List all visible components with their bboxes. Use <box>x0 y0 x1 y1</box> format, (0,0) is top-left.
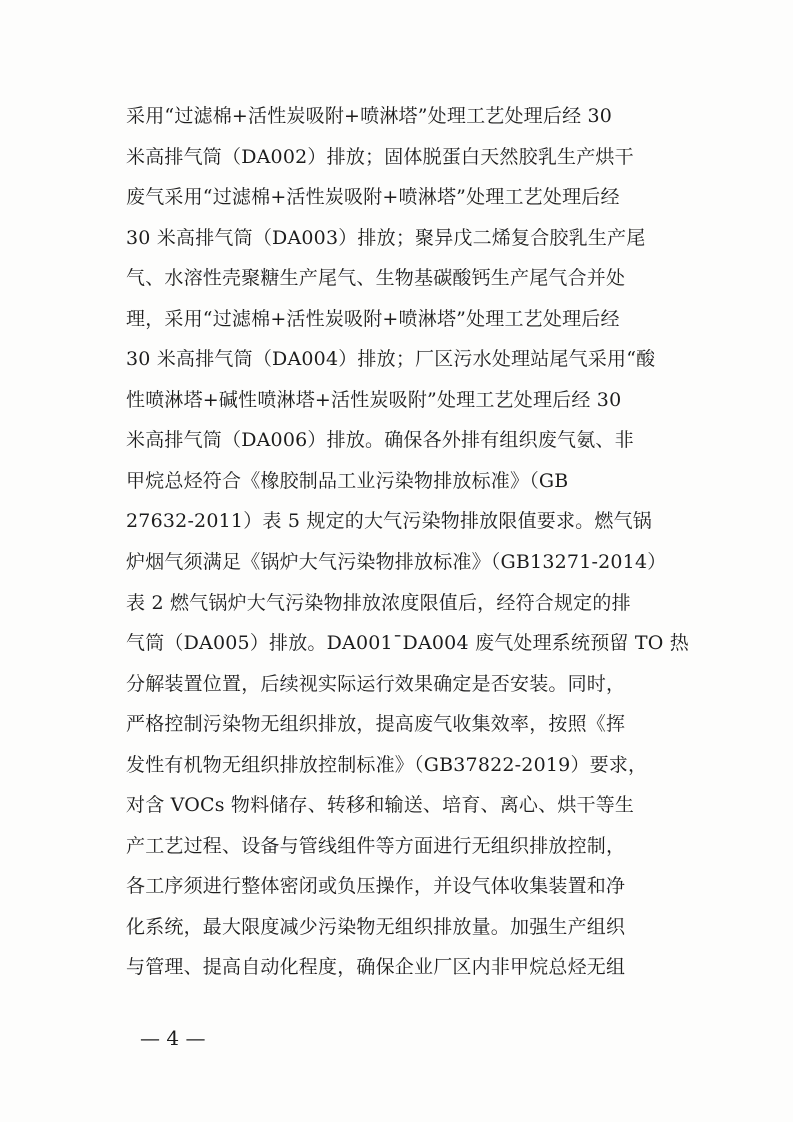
page-number: — 4 — <box>140 1026 206 1050</box>
text-line: 与管理、提高自动化程度，确保企业厂区内非甲烷总烃无组 <box>126 956 626 979</box>
text-line: 30 米高排气筒（DA004）排放；厂区污水处理站尾气采用“酸 <box>126 348 656 371</box>
text-line: 甲烷总烃符合《橡胶制品工业污染物排放标准》（GB <box>126 469 569 492</box>
text-line: 废气采用“过滤棉+活性炭吸附+喷淋塔”处理工艺处理后经 <box>126 186 620 209</box>
text-line: 各工序须进行整体密闭或负压操作，并设气体收集装置和净 <box>126 875 626 898</box>
text-line: 米高排气筒（DA006）排放。确保各外排有组织废气氨、非 <box>126 429 634 452</box>
text-line: 化系统，最大限度减少污染物无组织排放量。加强生产组织 <box>126 915 626 938</box>
text-line: 发性有机物无组织排放控制标准》（GB37822-2019）要求， <box>126 753 648 776</box>
text-line: 30 米高排气筒（DA003）排放；聚异戊二烯复合胶乳生产尾 <box>126 226 646 249</box>
text-line: 分解装置位置，后续视实际运行效果确定是否安装。同时， <box>126 672 626 695</box>
text-line: 表 2 燃气锅炉大气污染物排放浓度限值后，经符合规定的排 <box>126 591 631 614</box>
text-line: 产工艺过程、设备与管线组件等方面进行无组织排放控制， <box>126 834 626 857</box>
text-line: 气、水溶性壳聚糖生产尾气、生物基碳酸钙生产尾气合并处 <box>126 267 626 290</box>
text-line: 米高排气筒（DA002）排放；固体脱蛋白天然胶乳生产烘干 <box>126 145 634 168</box>
text-line: 理，采用“过滤棉+活性炭吸附+喷淋塔”处理工艺处理后经 <box>126 307 620 330</box>
text-line: 炉烟气须满足《锅炉大气污染物排放标准》（GB13271-2014） <box>126 551 667 574</box>
text-line: 气筒（DA005）排放。DA001ˉDA004 废气处理系统预留 TO 热 <box>126 632 689 655</box>
text-line: 严格控制污染物无组织排放，提高废气收集效率，按照《挥 <box>126 713 626 736</box>
text-line: 27632-2011）表 5 规定的大气污染物排放限值要求。燃气锅 <box>126 510 652 533</box>
text-line: 采用“过滤棉+活性炭吸附+喷淋塔”处理工艺处理后经 30 <box>126 105 613 127</box>
body-text <box>126 96 696 988</box>
text-line: 对含 VOCs 物料储存、转移和输送、培育、离心、烘干等生 <box>126 794 635 817</box>
text-line: 性喷淋塔+碱性喷淋塔+活性炭吸附”处理工艺处理后经 30 <box>126 388 622 411</box>
